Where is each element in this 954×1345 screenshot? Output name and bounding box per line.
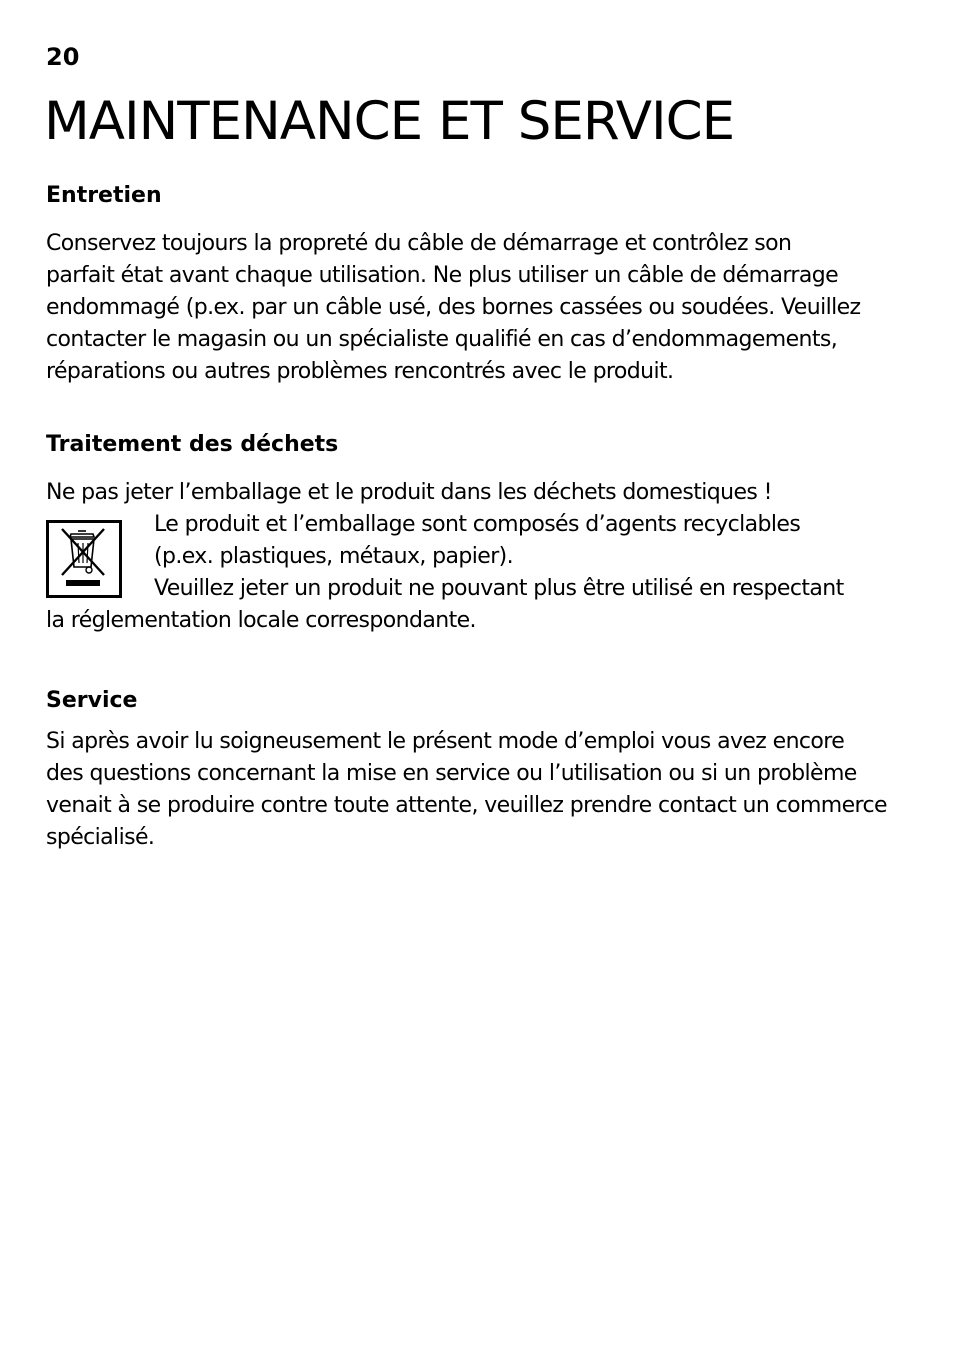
text-line: parfait état avant chaque utilisation. Ne plus utiliser un câble de démarrage xyxy=(46,263,839,288)
text-line: Le produit et l’emballage sont composés d’agents recyclables xyxy=(154,512,801,537)
text-line: Si après avoir lu soigneusement le présent mode d’emploi vous avez encore xyxy=(46,729,845,754)
text-line: réparations ou autres problèmes rencontrés avec le produit. xyxy=(46,359,674,384)
paragraph-service xyxy=(46,726,887,854)
heading-traitement-des-dechets: Traitement des déchets xyxy=(46,432,339,457)
heading-service: Service xyxy=(46,688,138,713)
text-line: (p.ex. plastiques, métaux, papier). xyxy=(154,544,514,569)
text-line: Veuillez jeter un produit ne pouvant plus être utilisé en respectant xyxy=(154,576,844,601)
text-line: contacter le magasin ou un spécialiste qualifié en cas d’endommagements, xyxy=(46,327,838,352)
text-line: la réglementation locale correspondante. xyxy=(46,608,476,633)
page-title: MAINTENANCE ET SERVICE xyxy=(44,91,735,152)
heading-entretien: Entretien xyxy=(46,183,162,208)
text-line: spécialisé. xyxy=(46,825,155,850)
paragraph-traitement-des-dechets xyxy=(46,477,844,637)
paragraph-entretien xyxy=(46,228,861,388)
text-line: Conservez toujours la propreté du câble de démarrage et contrôlez son xyxy=(46,231,792,256)
text-line: venait à se produire contre toute attente, veuillez prendre contact un commerce xyxy=(46,793,887,818)
page-number: 20 xyxy=(46,43,80,71)
crossed-out-wheelie-bin-icon xyxy=(46,520,122,598)
text-line: des questions concernant la mise en service ou l’utilisation ou si un problème xyxy=(46,761,857,786)
text-line: Ne pas jeter l’emballage et le produit dans les déchets domestiques ! xyxy=(46,480,772,505)
text-line: endommagé (p.ex. par un câble usé, des bornes cassées ou soudées. Veuillez xyxy=(46,295,861,320)
